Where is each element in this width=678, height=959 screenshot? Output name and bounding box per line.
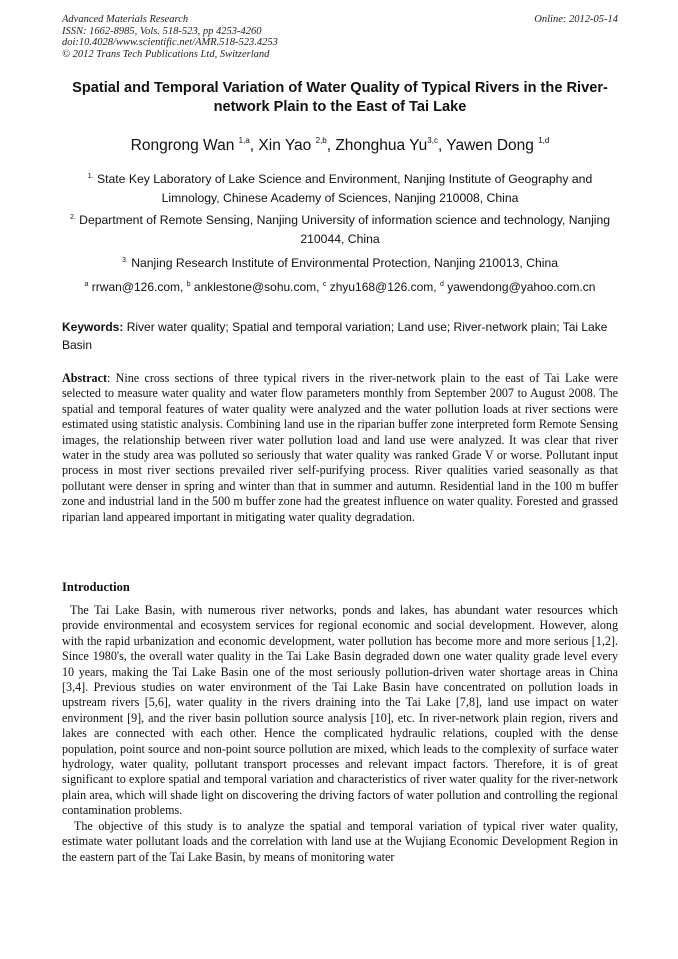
email-link[interactable]: anklestone@sohu.com bbox=[193, 280, 317, 294]
doi-line: doi:10.4028/www.scientific.net/AMR.518-523.4253 bbox=[62, 37, 278, 48]
introduction-heading: Introduction bbox=[62, 580, 130, 594]
abstract-text: : Nine cross sections of three typical rivers in the river-network plain to the east of Tai Lake were selected to measure water quality and water flow parameters monthly from September 2007 to August 2008. The spatial and temporal features of water quality were analyzed and the water pollution loads at river sections were estimated using statistic analysis. Combining land use in the riparian buffer zone interpreted form Remote Sensing images, the relationship between river water pollution load and land use were analyzed. It was clear that river water in the study area was polluted so seriously that water quality was ranked Grade V or worse. Pollutant input process in most river sections prevailed river self-purifying process. River qualities varied seasonally as that pollutant were denser in spring and winter than that in summer and autumn. Residential land in the 100 m buffer zone and industrial land in the 500 m buffer zone had the greatest influence on water quality. Forested and grassed riparian land appeared important in mitigating water quality degradation. bbox=[62, 371, 618, 524]
journal-header bbox=[62, 14, 618, 60]
email-list: $^a$ rrwan@126.com, $^b$ anklestone@sohu.com, $^c$ zhyu168@126.com, $^d$ yawendong@yahoo.com.cn bbox=[84, 280, 596, 294]
paragraph: The objective of this study is to analyze the spatial and temporal variation of typical river water quality, estimate water pollutant loads and the correlation with land use at the Wujiang Economic Development Region in the eastern part of the Tai Lake Basin, by means of monitoring water bbox=[62, 818, 618, 864]
keywords-text: River water quality; Spatial and temporal variation; Land use; River-network plain; Tai Lake Basin bbox=[62, 320, 608, 352]
introduction-body bbox=[62, 603, 618, 865]
keywords bbox=[62, 318, 618, 354]
email-link[interactable]: rrwan@126.com bbox=[91, 280, 180, 294]
affiliation-2: $^{2.}$ Department of Remote Sensing, Nanjing University of information science and technology, Nanjing 210044, China bbox=[69, 213, 611, 246]
online-date: Online: 2012-05-14 bbox=[534, 14, 618, 25]
paper-title: Spatial and Temporal Variation of Water Quality of Typical Rivers in the River-network Plain to the East of Tai Lake bbox=[72, 80, 608, 115]
author: Zhonghua Yu$^{3,c}$, bbox=[335, 136, 447, 154]
author: Yawen Dong $^{1,d}$ bbox=[446, 136, 550, 154]
affiliation-1: $^{1.}$ State Key Laboratory of Lake Science and Environment, Nanjing Institute of Geography and Limnology, Chinese Academy of Sciences, Nanjing 210008, China bbox=[87, 172, 593, 205]
issn-line: ISSN: 1662-8985, Vols. 518-523, pp 4253-4260 bbox=[62, 25, 262, 37]
author: Xin Yao $^{2,b}$, bbox=[258, 136, 336, 154]
email-link[interactable]: yawendong@yahoo.com.cn bbox=[447, 280, 596, 294]
paragraph: The Tai Lake Basin, with numerous river networks, ponds and lakes, has abundant water resources which provide environmental and ecosystem services for regional economic and social development. However, along with the rapid urbanization and economic development, water pollution has become more and more serious [1,2]. Since 1980's, the overall water quality in the Tai Lake Basin degraded down one water quality grade level every 10 years, making the Tai Lake Basin one of the most seriously pollution-driven water shortage areas in China [3,4]. Previous studies on water environment of the Tai Lake Basin have concentrated on pollution loads in upstream rivers [5,6], water quality in the rivers draining into the Tai Lake [7,8], land use impact on water environment [9], and the river basin pollution source analysis [10], etc. In river-network plain region, rivers and lakes are connected with each other. Hence the complicated hydraulic relations, coupled with the dense population, point source and non-point source pollution are mixed, which leads to the complexity of surface water hydrology, water quality, pollutant transport processes and relevant impact factors. Therefore, it is of great significant to explore spatial and temporal variation and characteristics of river water quality for the river-network plain area, which will shade light on discovering the driving factors of water pollution and controlling the regional contamination problems. bbox=[62, 603, 618, 818]
keywords-label: Keywords: bbox=[62, 320, 124, 334]
email-link[interactable]: zhyu168@126.com bbox=[329, 280, 434, 294]
abstract bbox=[62, 371, 618, 525]
abstract-label: Abstract bbox=[62, 371, 108, 385]
author-list bbox=[62, 131, 618, 156]
journal-name: Advanced Materials Research bbox=[62, 14, 189, 25]
author: Rongrong Wan $^{1,a}$, bbox=[130, 136, 259, 154]
copyright-line: © 2012 Trans Tech Publications Ltd, Switzerland bbox=[62, 48, 270, 60]
affiliation-3: $^{3.}$ Nanjing Research Institute of Environmental Protection, Nanjing 210013, China bbox=[121, 256, 559, 270]
